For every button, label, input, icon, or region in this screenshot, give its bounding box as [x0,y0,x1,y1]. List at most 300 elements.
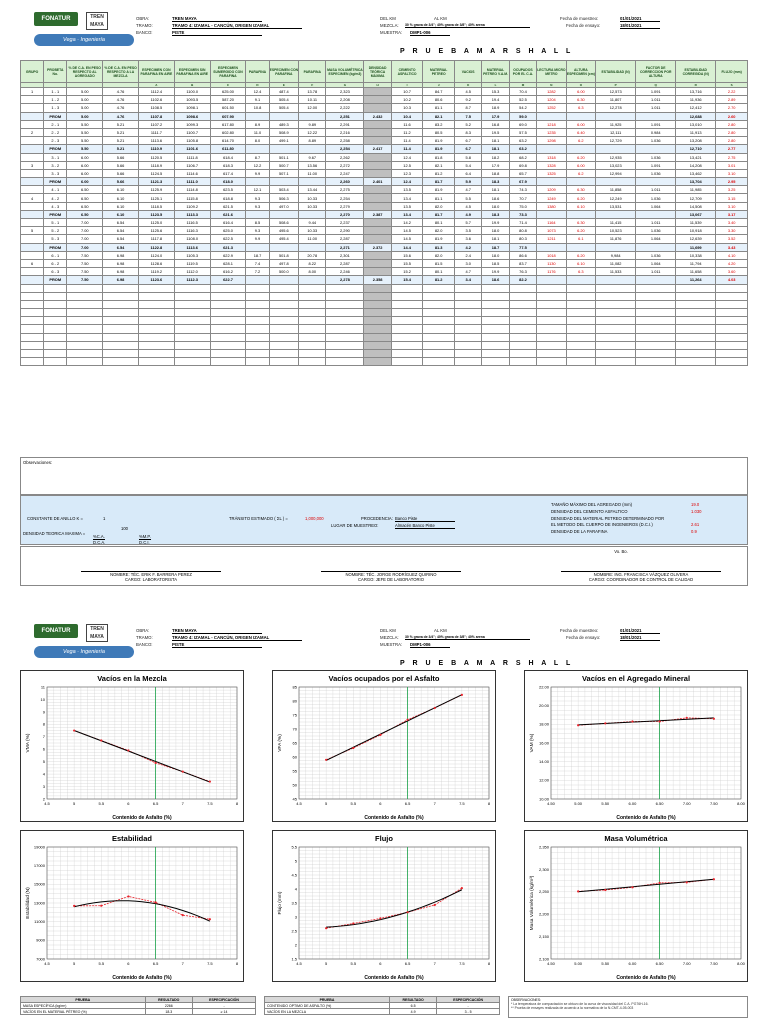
cell: 2 - 1 [44,120,67,128]
cell: 625.0 [210,227,246,235]
empty-cell [21,325,44,333]
col-head: ESPECIMEN SUMERGIDO CON PARAFINA [210,61,246,83]
vega-logo: Vega · Ingeniería [34,34,134,46]
cell: 1128.6 [138,259,174,267]
cell: 6.54 [103,243,139,251]
cell: 2.77 [716,145,748,153]
y-tick-label: 80 [292,698,297,704]
empty-cell [537,350,567,358]
empty-cell [210,333,246,341]
cell: 1298 [537,137,567,145]
cell: 6.30 [566,186,596,194]
cell: 11,925 [596,120,636,128]
cell: 2,279 [326,202,364,210]
cell: 6.3 [566,268,596,276]
cell: 4.7 [454,268,481,276]
empty-cell [269,284,299,292]
cell: 3.15 [716,194,748,202]
t1-head-resultado: RESULTADO [145,997,193,1003]
cell [636,210,676,218]
cell: 6.10 [566,259,596,267]
empty-cell [716,284,748,292]
cell: 7.4 [246,259,269,267]
cell: 11.4 [391,145,423,153]
y-tick-label: 4 [42,771,45,777]
empty-cell [676,325,716,333]
cell: 5.66 [103,153,139,161]
cell: 1125.6 [138,227,174,235]
empty-row [21,309,748,317]
cell: 5.2 [454,120,481,128]
cell [21,112,44,120]
cell [566,276,596,284]
x-tick-label: 6.00 [628,801,637,806]
cell [364,259,391,267]
cell: 618.8 [210,194,246,202]
cell: 9.44 [299,219,326,227]
cell: 3.10 [716,202,748,210]
empty-cell [454,333,481,341]
cell: 80.8 [509,227,536,235]
data-point [325,759,327,761]
cell: 8.3 [454,128,481,136]
empty-cell [103,333,139,341]
empty-cell [596,317,636,325]
empty-cell [364,292,391,300]
cell: 3.43 [716,243,748,251]
cell: 497.8 [269,259,299,267]
col-unit: L [482,83,509,88]
cell: 81.1 [423,104,455,112]
obs2-line1: * La temperatura de compactación se obtuvo de la curva de viscosidad del C.A. PG76H-16. [511,1002,649,1006]
cell: 11.00 [299,169,326,177]
cell [21,145,44,153]
cell: 18.7 [246,251,269,259]
cell: 6.00 [566,120,596,128]
empty-cell [566,284,596,292]
cell: 82.0 [423,227,455,235]
cell [246,243,269,251]
hundred-label: 100 [121,526,128,531]
col-unit: N [537,83,567,88]
cell: 6.2 [566,137,596,145]
cell: 1109.2 [174,202,210,210]
cell: 10.11 [299,96,326,104]
cell: 13.56 [299,161,326,169]
x-tick-label: 5 [325,801,328,806]
t2-head-espec: ESPECIFICACIÓN [437,997,500,1003]
transito-value: 1,000,000 [305,516,324,521]
empty-cell [44,317,67,325]
cell: 5.21 [103,120,139,128]
cell: 1102.6 [138,96,174,104]
table-row [21,235,748,243]
empty-cell [21,292,44,300]
cell [21,202,44,210]
x-tick-label: 5.50 [601,961,610,966]
cell [21,96,44,104]
cell: 2,290 [326,227,364,235]
cell: 1123.6 [138,276,174,284]
cell: 1125.1 [138,194,174,202]
empty-cell [676,292,716,300]
formula-dci: D.C.I. [139,540,150,545]
chart-panel [524,830,748,982]
empty-cell [391,333,423,341]
lugar-value: Almacén Banco Piste [395,523,455,529]
cell: 622.9 [210,251,246,259]
cell: 4.5 [454,202,481,210]
cell: 587.20 [210,96,246,104]
empty-row [21,358,748,366]
empty-cell [326,317,364,325]
y-tick-label: 3 [42,783,45,789]
col-unit: K [454,83,481,88]
cell: 6.00 [67,161,103,169]
cell: 3.01 [716,161,748,169]
cell: 18.6 [482,276,509,284]
cell [21,104,44,112]
empty-cell [210,300,246,308]
col-head: MATERIAL PETREO V.A.M. [482,61,509,83]
empty-cell [138,292,174,300]
param-3-label-b: EL METODO DEL CUERPO DE INGENIEROS (D.C.I.) [551,522,653,527]
results-table-1 [20,996,256,1015]
cell: 4.03 [716,276,748,284]
cell: 19.4 [482,96,509,104]
cell: 1282 [537,88,567,96]
empty-cell [482,317,509,325]
empty-cell [716,341,748,349]
cell: 6.20 [566,251,596,259]
cell: 3.6 [454,235,481,243]
cell: 83.2 [423,120,455,128]
empty-cell [676,300,716,308]
cell: 1.091 [636,161,676,169]
empty-cell [364,350,391,358]
cell: 1114.6 [174,169,210,177]
observaciones-box [20,457,748,495]
empty-cell [326,350,364,358]
empty-cell [364,317,391,325]
cell: 2,258 [326,137,364,145]
y-axis-label: Flujo (mm) [278,891,283,915]
col-unit: J [423,83,455,88]
cell: 6.00 [67,178,103,186]
empty-cell [44,341,67,349]
empty-cell [326,284,364,292]
mezcla-value-2: 30 % grava de 3/4"; 40% grava de 3/8"; 40% arena [405,635,530,640]
cell: 2 - 3 [44,137,67,145]
table-row [21,145,748,153]
cell [537,112,567,120]
cell: 3 - 2 [44,161,67,169]
cell: 1 - 1 [44,88,67,96]
empty-cell [454,325,481,333]
x-axis-label: Contenido de Asfalto (%) [616,975,676,981]
cell: 2.401 [364,178,391,186]
table-row [21,153,748,161]
cell: 11,264 [676,276,716,284]
chart-svg [273,671,497,823]
cell: 1073 [537,227,567,235]
y-tick-label: 13000 [33,900,45,906]
cell: 1218 [537,120,567,128]
table-row [21,120,748,128]
x-tick-label: 5.5 [350,961,357,966]
empty-cell [566,358,596,366]
cell: 15.3 [482,88,509,96]
cell: 9.3 [246,202,269,210]
cell: 501.8 [269,251,299,259]
cell: 84.7 [423,88,455,96]
table-row [21,112,748,120]
y-tick-label: 2,150 [538,934,549,939]
cell: 9,984 [596,251,636,259]
col-unit: D [246,83,269,88]
fonatur-logo-2: FONATUR [34,624,78,638]
x-tick-label: 7 [181,801,184,806]
col-head: ESPECIMEN SIN PARAFINA EN AIRE [174,61,210,83]
cell: 6.50 [67,202,103,210]
sig-3-cargo: CARGO: COORDINADOR DE CONTROL DE CALIDAD [588,577,694,582]
empty-cell [482,309,509,317]
cell: 67.9 [509,178,536,186]
empty-cell [210,358,246,366]
empty-cell [210,341,246,349]
cell: 81.8 [423,153,455,161]
empty-cell [482,300,509,308]
fecha-ensayo-label-2: Fecha de ensayo: [566,635,601,640]
sig-1-name: NOMBRE: TÉC. ERIK F. BARRERA PEREZ [81,571,221,577]
data-point [631,720,633,722]
param-2-value: 1.030 [691,509,702,514]
data-point [379,734,381,736]
cell: 1.091 [636,120,676,128]
cell: 2,278 [326,276,364,284]
cell: 19.9 [482,219,509,227]
empty-cell [391,350,423,358]
data-point [100,739,102,741]
cell: 5 - 3 [44,235,67,243]
cell: 1204 [537,96,567,104]
cell: 12.1 [246,186,269,194]
obs2-line2: ** Prueba de ensayes realizada de acuerdo a la normativa de la N-CMT-4-05-003 [511,1006,634,1010]
col-head: VACIOS [454,61,481,83]
table-row [21,251,748,259]
empty-cell [509,358,536,366]
cell: 13,421 [676,153,716,161]
empty-cell [44,350,67,358]
col-unit: B [174,83,210,88]
empty-cell [21,317,44,325]
cell: 18.0 [482,251,509,259]
cell: 59.0 [509,112,536,120]
cell: 80.1 [423,219,455,227]
cell [21,137,44,145]
cell: 3.10 [716,169,748,177]
cell: 1018 [537,251,567,259]
cell: 6.30 [566,96,596,104]
cell: 7.2 [246,268,269,276]
x-axis-label: Contenido de Asfalto (%) [616,815,676,821]
empty-row [21,284,748,292]
y-axis-label: Masa Volumétrica (kg/m³) [530,875,535,931]
cell [364,96,391,104]
empty-cell [246,284,269,292]
obra-label-2: OBRA: [136,628,150,633]
empty-cell [509,317,536,325]
empty-cell [364,358,391,366]
empty-cell [103,284,139,292]
data-point [686,717,688,719]
tren-maya-logo: TREN MAYA [86,12,108,30]
empty-cell [67,325,103,333]
data-point [182,914,184,916]
empty-cell [269,358,299,366]
cell [596,243,636,251]
empty-cell [509,300,536,308]
col-unit: Q [636,83,676,88]
cell: 5.66 [103,169,139,177]
x-tick-label: 6.5 [152,801,159,806]
empty-cell [269,309,299,317]
cell: 6.54 [103,227,139,235]
cell: 1325 [537,169,567,177]
cell: 6.98 [103,251,139,259]
cell: 1209 [537,186,567,194]
y-tick-label: 19000 [33,844,45,850]
x-tick-label: 5 [73,961,76,966]
cell: 82.0 [423,251,455,259]
cell: 5.7 [454,219,481,227]
observaciones-2 [508,996,748,1018]
empty-cell [596,333,636,341]
empty-cell [676,350,716,358]
cell: 2,301 [326,251,364,259]
cell [596,145,636,153]
data-point [73,729,75,731]
cell [21,169,44,177]
muestra-value: DMP1-006 [410,30,450,36]
empty-cell [138,341,174,349]
empty-cell [423,333,455,341]
cell: 9.3 [246,227,269,235]
empty-cell [246,325,269,333]
cell: 5.4 [454,161,481,169]
empty-cell [21,333,44,341]
x-tick-label: 6.5 [404,801,411,806]
cell: 1.091 [636,88,676,96]
y-tick-label: 22.00 [538,684,549,690]
x-tick-label: 7.00 [682,801,691,806]
cell: 5 [21,227,44,235]
empty-cell [246,341,269,349]
x-tick-label: 4.5 [44,801,50,806]
cell: 18.6 [482,194,509,202]
cell: 3.40 [716,219,748,227]
empty-cell [174,325,210,333]
cell: 3 [21,161,44,169]
cell: 2.60 [716,112,748,120]
cell: 9.1 [246,96,269,104]
cell [364,104,391,112]
cell: 497.0 [269,202,299,210]
cell: 1111.7 [138,128,174,136]
cell: 76.3 [509,268,536,276]
cell: 52.5 [509,96,536,104]
empty-cell [269,341,299,349]
cell: 1164 [537,219,567,227]
col-head: ESTABILIDAD CORREGIDA (N) [676,61,716,83]
table-row [21,259,748,267]
x-tick-label: 7.5 [459,801,465,806]
cell: 1235 [537,128,567,136]
cell: 7.00 [67,235,103,243]
empty-cell [21,350,44,358]
empty-cell [566,325,596,333]
y-tick-label: 3.5 [291,900,297,906]
cell: 13,531 [596,202,636,210]
cell [364,202,391,210]
empty-cell [537,292,567,300]
cell [21,120,44,128]
cell [21,219,44,227]
cell: 82.1 [423,161,455,169]
cell: 618.3 [210,161,246,169]
cell: 81.9 [423,235,455,243]
empty-cell [174,309,210,317]
empty-cell [67,309,103,317]
cell [537,210,567,218]
cell: 622.5 [210,235,246,243]
empty-cell [174,358,210,366]
cell: 10.33 [299,202,326,210]
data-point [100,905,102,907]
cell: 11,807 [596,96,636,104]
cell: 1119.2 [138,268,174,276]
data-point [154,901,156,903]
y-tick-label: 10 [40,696,45,702]
cell: 18.1 [482,137,509,145]
cell: 1.011 [636,186,676,194]
sheet2-header [20,618,748,670]
empty-cell [21,358,44,366]
cell: 6.2 [566,169,596,177]
cell [636,112,676,120]
muestra-label: MUESTRA: [380,30,403,35]
cell: 13.4 [391,194,423,202]
cell: 1318 [537,153,567,161]
cell: 2.432 [364,112,391,120]
vobo-label: Vo. Bo. [614,549,628,554]
chart-svg [525,671,749,823]
cell: 2.95 [716,178,748,186]
cell [364,194,391,202]
col-unit: E [269,83,299,88]
cell [636,276,676,284]
alkm-label-2: AL KM [434,628,447,633]
cell [299,145,326,153]
x-tick-label: 7 [433,801,436,806]
x-tick-label: 7.5 [207,801,213,806]
col-unit: R [676,83,716,88]
mezcla-value: 30 % grava de 3/4"; 40% grava de 3/8"; 40% arena [405,23,530,28]
cell: 4.9 [454,210,481,218]
col-head: OCUPADOS POR EL C.A. [509,61,536,83]
fecha-muestreo-2: 01/01/2021 [620,628,660,634]
cell: 18.9 [482,104,509,112]
